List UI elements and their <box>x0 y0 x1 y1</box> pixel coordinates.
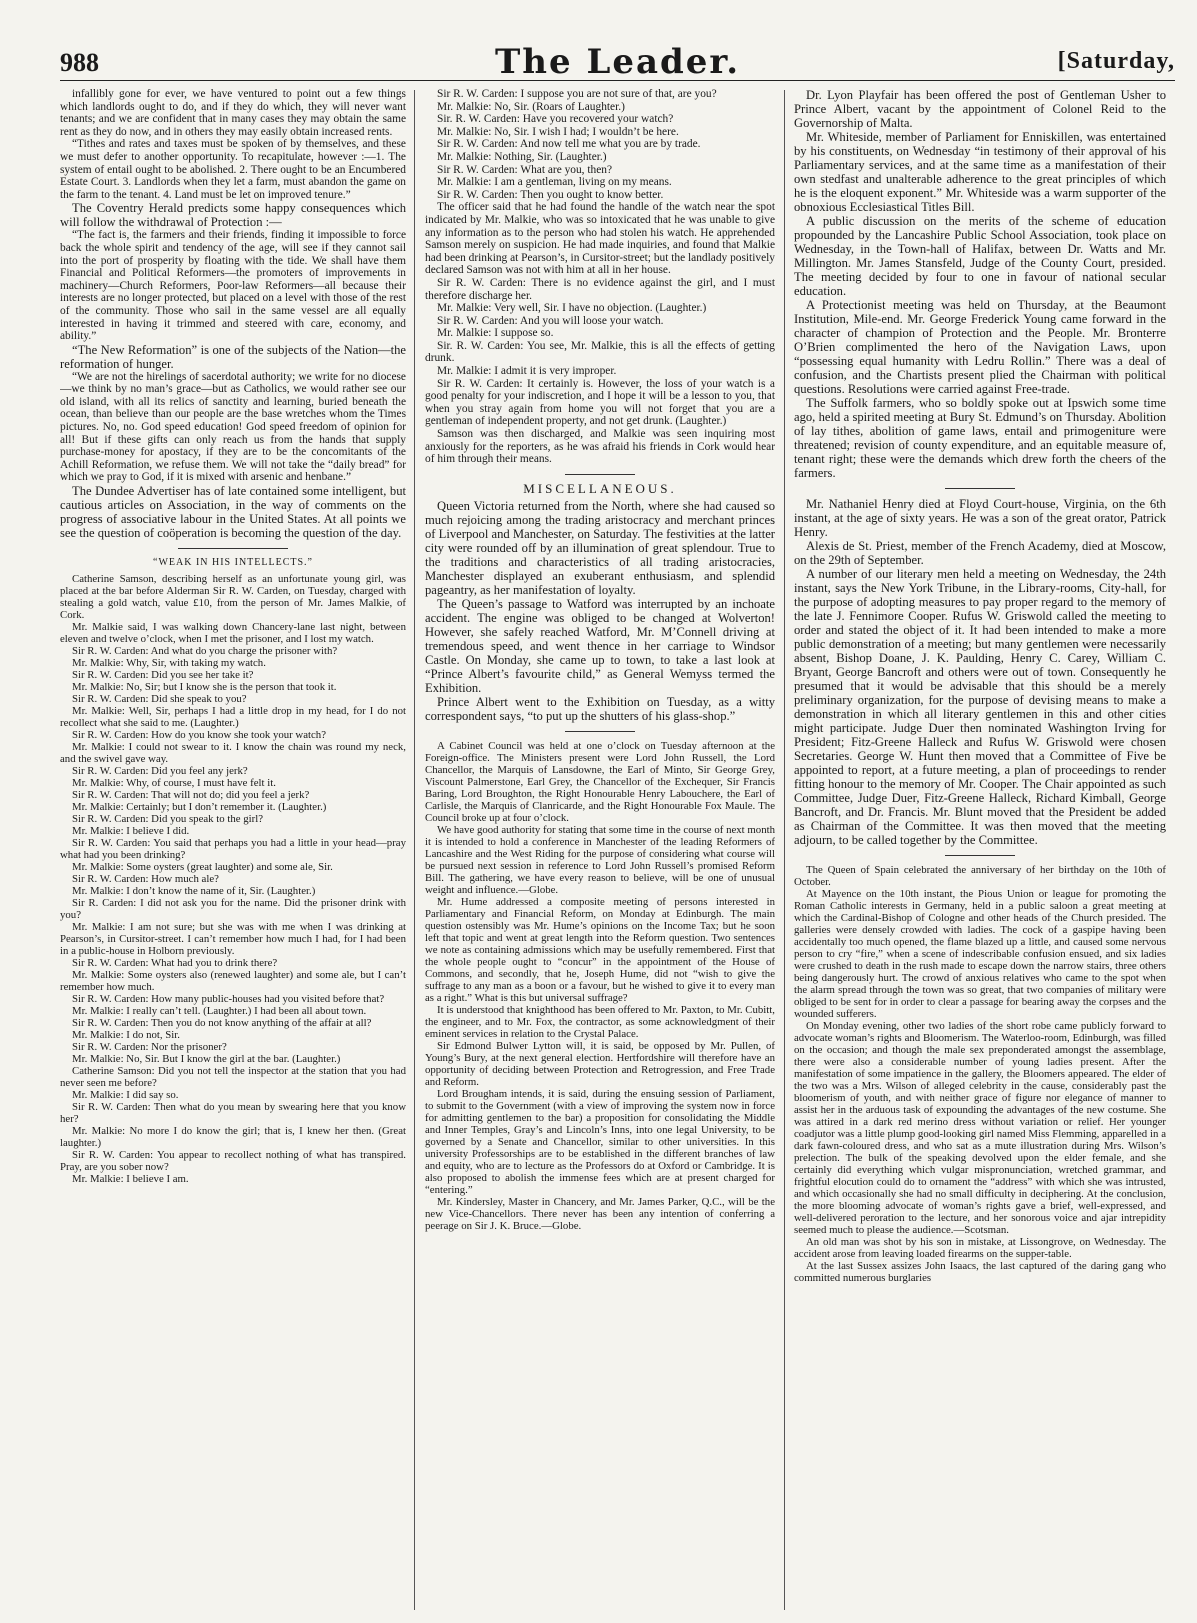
court-paragraph: Mr. Malkie: I suppose so. <box>437 327 554 340</box>
section-divider <box>945 488 1015 489</box>
court-paragraph: Sir. R. W. Carden: You see, Mr. Malkie, this is all the effects of getting drunk. <box>425 339 775 365</box>
section-divider <box>945 855 1015 856</box>
article-paragraph: Queen Victoria returned from the North, where she had caused so much rejoicing among the trading aristocracy and merchant princes of Liverpool and Manchester, on Saturday. The festivities at the latter city were rounded off by an illumination of great splendour. True to the traditions and characteristics of all trading aristocracies, Manchester displayed an exuberant enthusiasm, and splendid pageantry, as her manifestation of loyalty. <box>425 499 775 598</box>
column-rule <box>414 90 415 1610</box>
article-paragraph: Mr. Hume addressed a composite meeting of persons interested in Parliamentary and Financial Reform, on Monday at Edinburgh. The main question ostensibly was Mr. Hume’s opinions on the Income Tax; but he soon left that topic and went at great length into the Reform question. Two sentences we note as containing admissions which may be usefully remembered. First that the whole people ought to “concur” in the appointment of the House of Commons, and secondly, that he, Joseph Hume, did not “wish to give the suffrage to any man as a boon or a favour, but he wished to give it to every man as a right.” What is this but universal suffrage? <box>425 896 775 1005</box>
article-paragraph: “The New Reformation” is one of the subjects of the Nation—the reformation of hunger. <box>60 342 406 371</box>
article-paragraph: infallibly gone for ever, we have ventured to point out a few things which landlords ought to do, and if they do which, they will never want tenants; and we are confident that in many cases they may obtain the same rent as they do now, and in others they may easily obtain increased rents. <box>60 88 406 138</box>
court-paragraph: Mr. Malkie: No, Sir. I wish I had; I wouldn’t be here. <box>437 125 679 138</box>
column-1 <box>60 88 406 1613</box>
section-heading: MISCELLANEOUS. <box>523 480 677 496</box>
article-paragraph: Lord Brougham intends, it is said, during the ensuing session of Parliament, to submit to the Government (with a view of improving the system now in force for admitting gentlemen to the bar) a proposition for consolidating the Middle and Inner Temples, Gray’s and Lincoln’s Inns, into one legal University, to be governed by a Senate and Chancellor, similar to other universities. In this university Professorships are to be established in the different branches of law and equity, who are to lecture as the Professors do at Oxford or Cambridge. It is also proposed to abolish the immense fees which are at present charged for “entering.” <box>425 1088 775 1197</box>
article-paragraph: Prince Albert went to the Exhibition on Tuesday, as a witty correspondent says, “to put up the shutters of his glass-shop.” <box>425 695 775 724</box>
article-paragraph: Mr. Whiteside, member of Parliament for Enniskillen, was entertained by his constituents, on Wednesday “in testimony of their approval of his Parliamentary services, and at the same time as a manifestation of their own stedfast and unalterable adherence to the great principles of which he is the eloquent exponent.” Mr. Whiteside was a warm supporter of the obnoxious Ecclesiastical Titles Bill. <box>794 130 1166 214</box>
court-paragraph: Mr. Malkie: No, Sir. (Roars of Laughter.) <box>437 100 625 113</box>
court-paragraph: Mr. Malkie: Some oysters also (renewed laughter) and some ale, but I can’t remember how much. <box>60 968 406 993</box>
court-paragraph: Sir R. W. Carden: Then what do you mean by swearing here that you know her? <box>60 1100 406 1125</box>
court-paragraph: Sir R. W. Carden: What are you, then? <box>437 163 613 176</box>
article-paragraph: An old man was shot by his son in mistake, at Lissongrove, on Wednesday. The accident arose from leaving loaded firearms on the supper-table. <box>794 1236 1166 1260</box>
article-paragraph: The Suffolk farmers, who so boldly spoke out at Ipswich some time ago, held a spirited meeting at Bury St. Edmund’s on Thursday. Abolition of lay tithes, abolition of game laws, entail and primogeniture were threatened; revision of county expenditure, and an equitable measure of, tenant right; these were the demands which drew forth the cheers of the farmers. <box>794 396 1166 480</box>
column-2 <box>425 88 775 1613</box>
article-paragraph: “We are not the hirelings of sacerdotal authority; we write for no diocese—we think by no man’s grace—but as Catholics, we would rather see our old island, with all its relics of sanctity and learning, buried beneath the ocean, than believe than our people are the base wretches whom the Times pictures. No, no. God speed education! God speed freedom of opinion for all! But if these gifts can only reach us from the hands that supply purchase-money for apostacy, if they are to be the concomitants of the Achill Reformation, we refuse them. We will not take the “daily bread” for which we pray to God, if it is mixed with arsenic and henbane.” <box>60 370 406 484</box>
court-paragraph: Sir R. W. Carden: I suppose you are not sure of that, are you? <box>437 88 717 100</box>
article-paragraph: The Dundee Advertiser has of late contained some intelligent, but cautious articles on Association, in the way of comments on the progress of associative labour in the United States. At all points we see the question of coöperation is becoming the question of the day. <box>60 484 406 541</box>
section-heading: “WEAK IN HIS INTELLECTS.” <box>153 557 313 569</box>
court-paragraph: Sir R. W. Carden: You appear to recollect nothing of what has transpired. Pray, are you sober now? <box>60 1148 406 1173</box>
article-paragraph: Mr. Nathaniel Henry died at Floyd Court-house, Virginia, on the 6th instant, at the age of sixty years. He was a son of the great orator, Patrick Henry. <box>794 497 1166 539</box>
column-rule <box>784 90 785 1610</box>
article-paragraph: Alexis de St. Priest, member of the French Academy, died at Moscow, on the 29th of September. <box>794 539 1166 567</box>
article-paragraph: The Queen’s passage to Watford was interrupted by an inchoate accident. The engine was obliged to be changed at Wolverton! However, she safely reached Watford, Mr. M’Connell driving at tremendous speed, and went thence in her carriage to Windsor Castle. On Monday, she came up to town, to take a last look at “Prince Albert’s favourite child,” as General Wemyss termed the Exhibition. <box>425 597 775 696</box>
court-paragraph: Sir R. W. Carden: How do you know she took your watch? <box>72 728 327 741</box>
court-paragraph: Mr. Malkie: I don’t know the name of it, Sir. (Laughter.) <box>72 884 316 897</box>
court-paragraph: Mr. Malkie: Nothing, Sir. (Laughter.) <box>437 150 607 163</box>
court-paragraph: Sir R. W. Carden: What had you to drink there? <box>72 956 278 969</box>
court-paragraph: Mr. Malkie: No, Sir; but I know she is the person that took it. <box>72 680 337 693</box>
court-paragraph: Mr. Malkie: I do not, Sir. <box>72 1028 180 1041</box>
court-paragraph: Sir R. W. Carden: Did you speak to the girl? <box>72 812 264 825</box>
court-paragraph: Mr. Malkie: I could not swear to it. I know the chain was round my neck, and the swivel gave way. <box>60 740 406 765</box>
court-paragraph: Mr. Malkie: Well, Sir, perhaps I had a little drop in my head, for I do not recollect what she said to me. (Laughter.) <box>60 704 406 729</box>
section-divider <box>565 731 635 732</box>
court-paragraph: Mr. Malkie: Why, of course, I must have felt it. <box>72 776 276 789</box>
court-paragraph: Mr. Malkie: I admit it is very improper. <box>437 365 617 378</box>
court-paragraph: Sir R. W. Carden: There is no evidence against the girl, and I must therefore discharge her. <box>425 276 775 302</box>
court-paragraph: Sir R. W. Carden: Did she speak to you? <box>72 692 247 705</box>
dateline: [Saturday, <box>1057 48 1175 74</box>
article-paragraph: At the last Sussex assizes John Isaacs, the last captured of the daring gang who committed numerous burglaries <box>794 1260 1166 1284</box>
court-paragraph: Mr. Malkie: Why, Sir, with taking my watch. <box>72 656 266 669</box>
masthead-title: The Leader. <box>494 42 741 82</box>
court-paragraph: Mr. Malkie: I believe I did. <box>72 824 190 837</box>
court-paragraph: Sir R. W. Carden: How much ale? <box>72 872 219 885</box>
court-paragraph: Sir R. W. Carden: Then you ought to know better. <box>437 188 664 201</box>
court-paragraph: Mr. Malkie: I really can’t tell. (Laughter.) I had been all about town. <box>72 1004 367 1017</box>
article-paragraph: A Cabinet Council was held at one o’clock on Tuesday afternoon at the Foreign-office. The Ministers present were Lord John Russell, the Lord Chancellor, the Marquis of Lansdowne, the Earl of Minto, Sir George Grey, Viscount Palmerstone, Earl Grey, the Chancellor of the Exchequer, Sir Francis Baring, Lord Broughton, the Right Honourable Henry Labouchere, the Earl of Carlisle, the Marquis of Clanricarde, and the Right Honourable Fox Maule. The Council broke up at four o’clock. <box>425 740 775 825</box>
article-paragraph: “Tithes and rates and taxes must be spoken of by themselves, and these we must defer to another opportunity. To recapitulate, however :—1. The system of entail ought to be abolished. 2. There ought to be an Encumbered Estate Court. 3. Landlords when they let a farm, must abandon the game on the farm to the tenant. 4. Land must be let on improved tenure.” <box>60 138 406 201</box>
court-paragraph: Mr. Malkie: No more I do know the girl; that is, I knew her then. (Great laughter.) <box>60 1124 406 1149</box>
court-paragraph: Sir R. W. Carden: Did you feel any jerk? <box>72 764 248 777</box>
court-paragraph: Mr. Malkie: I am not sure; but she was with me when I was drinking at Pearson’s, in Cursitor-street. I can’t remember how much I had, for I had been in a public-house in Holborn previously. <box>60 920 406 957</box>
article-paragraph: A public discussion on the merits of the scheme of education propounded by the Lancashire Public School Association, took place on Wednesday, in the Town-hall of Halifax, between Dr. Watts and Mr. Millington. Mr. James Stansfeld, Judge of the County Court, presided. The meeting decided by four to one in favour of national secular education. <box>794 214 1166 298</box>
article-paragraph: “The fact is, the farmers and their friends, finding it impossible to force back the whole spirit and tendency of the age, will see if they cannot sail into the port of prosperity by floating with the tide. We shall have them Financial and Political Reformers—the promoters of improvements in machinery—Church Reformers, Poor-law Reformers—all because their interests are no longer protected, but placed on a level with those of the rest of the community. Those who sail in the same vessel are all equally interested in having it trimmed and steered with care, economy, and ability.” <box>60 229 406 343</box>
article-paragraph: At Mayence on the 10th instant, the Pious Union or league for promoting the Roman Catholic interests in Germany, held in a public saloon a great meeting at which the Cardinal-Bishop of Cologne and other heads of the Church presided. The galleries were densely crowded with ladies. The cock of a gaspipe having been accidentally too much opened, the flame blazed up a little, and caused some nervous person to cry “fire,” when a scene of indescribable confusion ensued, and six ladies were crushed to death in the rush made to escape down the narrow stairs, three others being dangerously hurt. The crowd of anxious relatives who came to the spot when the alarm spread through the town was so great, that two companies of military were obliged to be sent for in order to clear a passage for bearing away the corpses and the wounded sufferers. <box>794 888 1166 1020</box>
court-paragraph: Catherine Samson: Did you not tell the inspector at the station that you had never seen me before? <box>60 1064 406 1089</box>
column-3 <box>794 88 1166 1613</box>
court-paragraph: The officer said that he had found the handle of the watch near the spot indicated by Mr. Malkie, who was so intoxicated that he was unable to give any information as to the person who had stolen his watch. He apprehended Samson merely on suspicion. He had made inquiries, and found that Malkie had been drinking at Pearson’s, in Cursitor-street; but the landlady positively declared Samson was not with him at all in her house. <box>425 201 775 277</box>
article-paragraph: A Protectionist meeting was held on Thursday, at the Beaumont Institution, Mile-end. Mr. George Frederick Young came forward in the character of champion of Protection and the People. Mr. Bronterre O’Brien complimented the hero of the Navigation Laws, upon “possessing equal humanity with Ledru Rollin.” There was a deal of confusion, and the Chartists present plied the Chairman with political questions. Resolutions were carried against Free-trade. <box>794 298 1166 396</box>
court-paragraph: Mr. Malkie: I did say so. <box>72 1088 179 1101</box>
section-divider <box>178 548 288 549</box>
court-paragraph: Sir R. W. Carden: Nor the prisoner? <box>72 1040 227 1053</box>
article-paragraph: The Coventry Herald predicts some happy consequences which will follow the withdrawal of Protection :— <box>60 201 406 230</box>
article-paragraph: Mr. Kindersley, Master in Chancery, and Mr. James Parker, Q.C., will be the new Vice-Chancellors. There never has been any intention of conferring a peerage on Sir J. K. Bruce.—Globe. <box>425 1196 775 1233</box>
court-paragraph: Sir R. W. Carden: How many public-houses had you visited before that? <box>72 992 385 1005</box>
court-paragraph: Catherine Samson, describing herself as an unfortunate young girl, was placed at the bar before Alderman Sir R. W. Carden, on Tuesday, charged with stealing a gold watch, value £10, from the person of Mr. James Malkie, of Cork. <box>60 572 406 621</box>
article-paragraph: Dr. Lyon Playfair has been offered the post of Gentleman Usher to Prince Albert, vacant by the appointment of Colonel Reid to the Governorship of Malta. <box>794 88 1166 130</box>
article-paragraph: It is understood that knighthood has been offered to Mr. Paxton, to Mr. Cubitt, the engineer, and to Mr. Fox, the contractor, as some acknowledgment of their eminent services in relation to the Crystal Palace. <box>425 1004 775 1041</box>
court-paragraph: Sir R. W. Carden: You said that perhaps you had a little in your head—pray what had you been drinking? <box>60 836 406 861</box>
article-paragraph: Sir Edmond Bulwer Lytton will, it is said, be opposed by Mr. Pullen, of Young’s Bury, at the next general election. Hertfordshire will therefore have an opportunity of deciding between Protection and Retrogression, and Free Trade and Reform. <box>425 1040 775 1089</box>
article-paragraph: We have good authority for stating that some time in the course of next month it is intended to hold a conference in Manchester of the leading Reformers of Lancashire and the West Riding for the purpose of considering what course will be pursued next session in reference to Lord John Russell’s promised Reform Bill. The gathering, we have every reason to believe, will be one of unusual weight and influence.—Globe. <box>425 824 775 897</box>
court-paragraph: Sir R. W. Carden: That will not do; did you feel a jerk? <box>72 788 310 801</box>
page-number: 988 <box>60 48 99 77</box>
court-paragraph: Samson was then discharged, and Malkie was seen inquiring most anxiously for the reporters, as he was afraid his friends in Cork would hear of him through their means. <box>425 428 775 466</box>
article-paragraph: On Monday evening, other two ladies of the short robe came publicly forward to advocate woman’s rights and Bloomerism. The Waterloo-room, Edinburgh, was filled on the occasion; and though the male sex preponderated amongst the assemblage, there were also a considerable number of young ladies present. After the manifestation of some impatience in the gallery, the Bloomers appeared. The elder of the two was a Mrs. Wilson of alleged celebrity in the cause, considerably past the bloomerism of youth, and with neither grace of figure nor elegance of manner to assist her in the arduous task of expounding the advantages of the new costume. She was attired in a dark red merino dress without variation or relief. Her younger coadjutor was a little plump good-looking girl named Miss Flemming, apparelled in a dark fawn-coloured dress, and who sat as a mute illustration during Mrs. Wilson’s prelection. The bulk of the speaking devolved upon the elder female, and she certainly did everything which vulgar mispronunciation, wretched grammar, and frightful elocution could do to ornament the “address” with which she was intrusted, and which occasionally she had no small difficulty in deciphering. At the conclusion, the more blooming advocate of woman’s rights gave a brief, well-expressed, and well-delivered peroration to the lecture, and her sonorous voice and ajar intrepidity seemed much to please the audience.—Scotsman. <box>794 1020 1166 1236</box>
article-paragraph: The Queen of Spain celebrated the anniversary of her birthday on the 10th of October. <box>794 864 1166 888</box>
court-paragraph: Mr. Malkie: No, Sir. But I know the girl at the bar. (Laughter.) <box>72 1052 341 1065</box>
court-paragraph: Sir R. W. Carden: And you will loose your watch. <box>437 314 664 327</box>
page-header <box>60 40 1175 81</box>
section-divider <box>565 474 635 475</box>
court-paragraph: Mr. Malkie: Very well, Sir. I have no objection. (Laughter.) <box>437 302 707 315</box>
article-paragraph: A number of our literary men held a meeting on Wednesday, the 24th instant, says the New York Tribune, in the Library-rooms, City-hall, for the purpose of adopting measures to pay proper regard to the memory of the late J. Fennimore Cooper. Rufus W. Griswold called the meeting to order and stated the object of it. It had been intended to make a more public demonstration of a meeting; but many gentlemen were necessarily absent, Bishop Doane, J. K. Paulding, Henry C. Carey, William C. Bryant, George Bancroft and others were out of town. Consequently he presumed that it would be advisable that this should be a merely preliminary organization, for the purpose of devising means to make a demonstration in which all literary gentlemen in this and other cities might participate. Judge Duer then nominated Washington Irving for President; Fitz-Greene Halleck and Rufus W. Griswold were chosen Secretaries. George W. Hunt then moved that a Committee of Five be appointed to report, at a future meeting, a plan of proceedings to render fitting honour to the memory of Mr. Cooper. The Chair appointed as such Committee, Judge Duer, Fitz-Greene Halleck, Richard Kimball, George Bancroft, and Dr. Francis. Mr. Blunt moved that the President be added as Chairman of the Committee. It was then moved that the meeting adjourn, to be called together by the Committee. <box>794 567 1166 847</box>
court-paragraph: Sir R. W. Carden: Then you do not know anything of the affair at all? <box>72 1016 372 1029</box>
court-paragraph: Mr. Malkie: I believe I am. <box>72 1172 189 1185</box>
court-paragraph: Mr. Malkie: Some oysters (great laughter) and some ale, Sir. <box>72 860 333 873</box>
court-paragraph: Sir R. W. Carden: And now tell me what you are by trade. <box>437 138 701 151</box>
court-paragraph: Mr. Malkie said, I was walking down Chancery-lane last night, between eleven and twelve o’clock, when I met the prisoner, and I lost my watch. <box>60 620 406 645</box>
court-paragraph: Sir R. W. Carden: And what do you charge the prisoner with? <box>72 644 338 657</box>
court-paragraph: Mr. Malkie: Certainly; but I don’t remember it. (Laughter.) <box>72 800 327 813</box>
court-paragraph: Mr. Malkie: I am a gentleman, living on my means. <box>437 176 672 189</box>
court-paragraph: Sir R. W. Carden: It certainly is. However, the loss of your watch is a good penalty for your indiscretion, and I hope it will be a lesson to you, that when you stray again from home you will not forget that you are a gentleman of independent property, and not get drunk. (Laughter.) <box>425 377 775 428</box>
court-paragraph: Sir R. Carden: I did not ask you for the name. Did the prisoner drink with you? <box>60 896 406 921</box>
court-paragraph: Sir. R. W. Carden: Have you recovered your watch? <box>437 113 674 126</box>
court-paragraph: Sir R. W. Carden: Did you see her take it? <box>72 668 254 681</box>
